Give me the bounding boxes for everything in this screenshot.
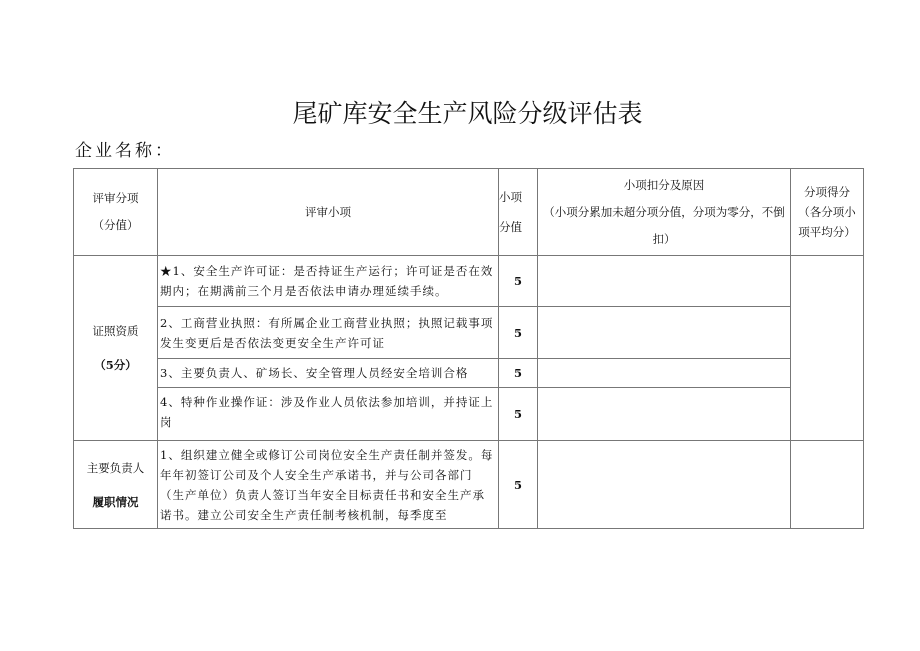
item-score: 5 <box>499 441 538 529</box>
table-row <box>74 256 864 307</box>
table-row <box>74 441 864 529</box>
item-score: 5 <box>499 307 538 359</box>
header-total <box>791 169 864 256</box>
header-category <box>74 169 158 256</box>
item-score: 5 <box>499 359 538 388</box>
header-text: 小项 <box>499 190 522 204</box>
item-text: 3、主要负责人、矿场长、安全管理人员经安全培训合格 <box>158 359 499 388</box>
header-text: （分值） <box>92 218 139 232</box>
document-title: 尾矿库安全生产风险分级评估表 <box>292 99 643 128</box>
item-score: 5 <box>499 256 538 307</box>
header-row <box>74 169 864 256</box>
item-score: 5 <box>499 388 538 441</box>
table-row <box>74 307 864 359</box>
header-deduction <box>538 169 791 256</box>
header-item: 评审小项 <box>158 169 499 256</box>
header-score <box>499 169 538 256</box>
header-text: 评审分项 <box>92 191 139 205</box>
group-name: 履职情况 <box>92 494 139 509</box>
total-cell[interactable] <box>791 441 864 529</box>
header-text: （各分项小项平均分） <box>798 205 856 239</box>
deduction-cell[interactable] <box>538 359 791 388</box>
header-text: 分项得分 <box>804 185 850 199</box>
header-text: 分值 <box>499 220 522 234</box>
assessment-table <box>73 168 864 529</box>
deduction-cell[interactable] <box>538 441 791 529</box>
group-score: （5分） <box>94 358 137 372</box>
header-text: 小项扣分及原因 <box>623 177 705 192</box>
group-name-cell <box>74 256 158 441</box>
item-text: ★1、安全生产许可证：是否持证生产运行；许可证是否在效期内；在期满前三个月是否依法申请办理延续手续。 <box>158 256 499 307</box>
deduction-cell[interactable] <box>538 256 791 307</box>
header-text: （小项分累加未超分项分值，分项为零分，不倒扣） <box>543 204 785 246</box>
group-name: 证照资质 <box>92 324 139 338</box>
group-name: 主要负责人 <box>86 460 145 475</box>
deduction-cell[interactable] <box>538 307 791 359</box>
item-text: 4、特种作业操作证：涉及作业人员依法参加培训，并持证上岗 <box>158 388 499 441</box>
group-name-cell <box>74 441 158 529</box>
company-name-label: 企业名称： <box>75 141 175 161</box>
total-cell[interactable] <box>791 256 864 441</box>
item-text: 1、组织建立健全或修订公司岗位安全生产责任制并签发。每年年初签订公司及个人安全生产承诺书，并与公司各部门（生产单位）负责人签订当年安全目标责任书和安全生产承诺书。建立公司安全生产责任制考核机制，每季度至 <box>158 441 499 529</box>
deduction-cell[interactable] <box>538 388 791 441</box>
table-row <box>74 359 864 388</box>
item-text: 2、工商营业执照：有所属企业工商营业执照；执照记载事项发生变更后是否依法变更安全生产许可证 <box>158 307 499 359</box>
table-row <box>74 388 864 441</box>
